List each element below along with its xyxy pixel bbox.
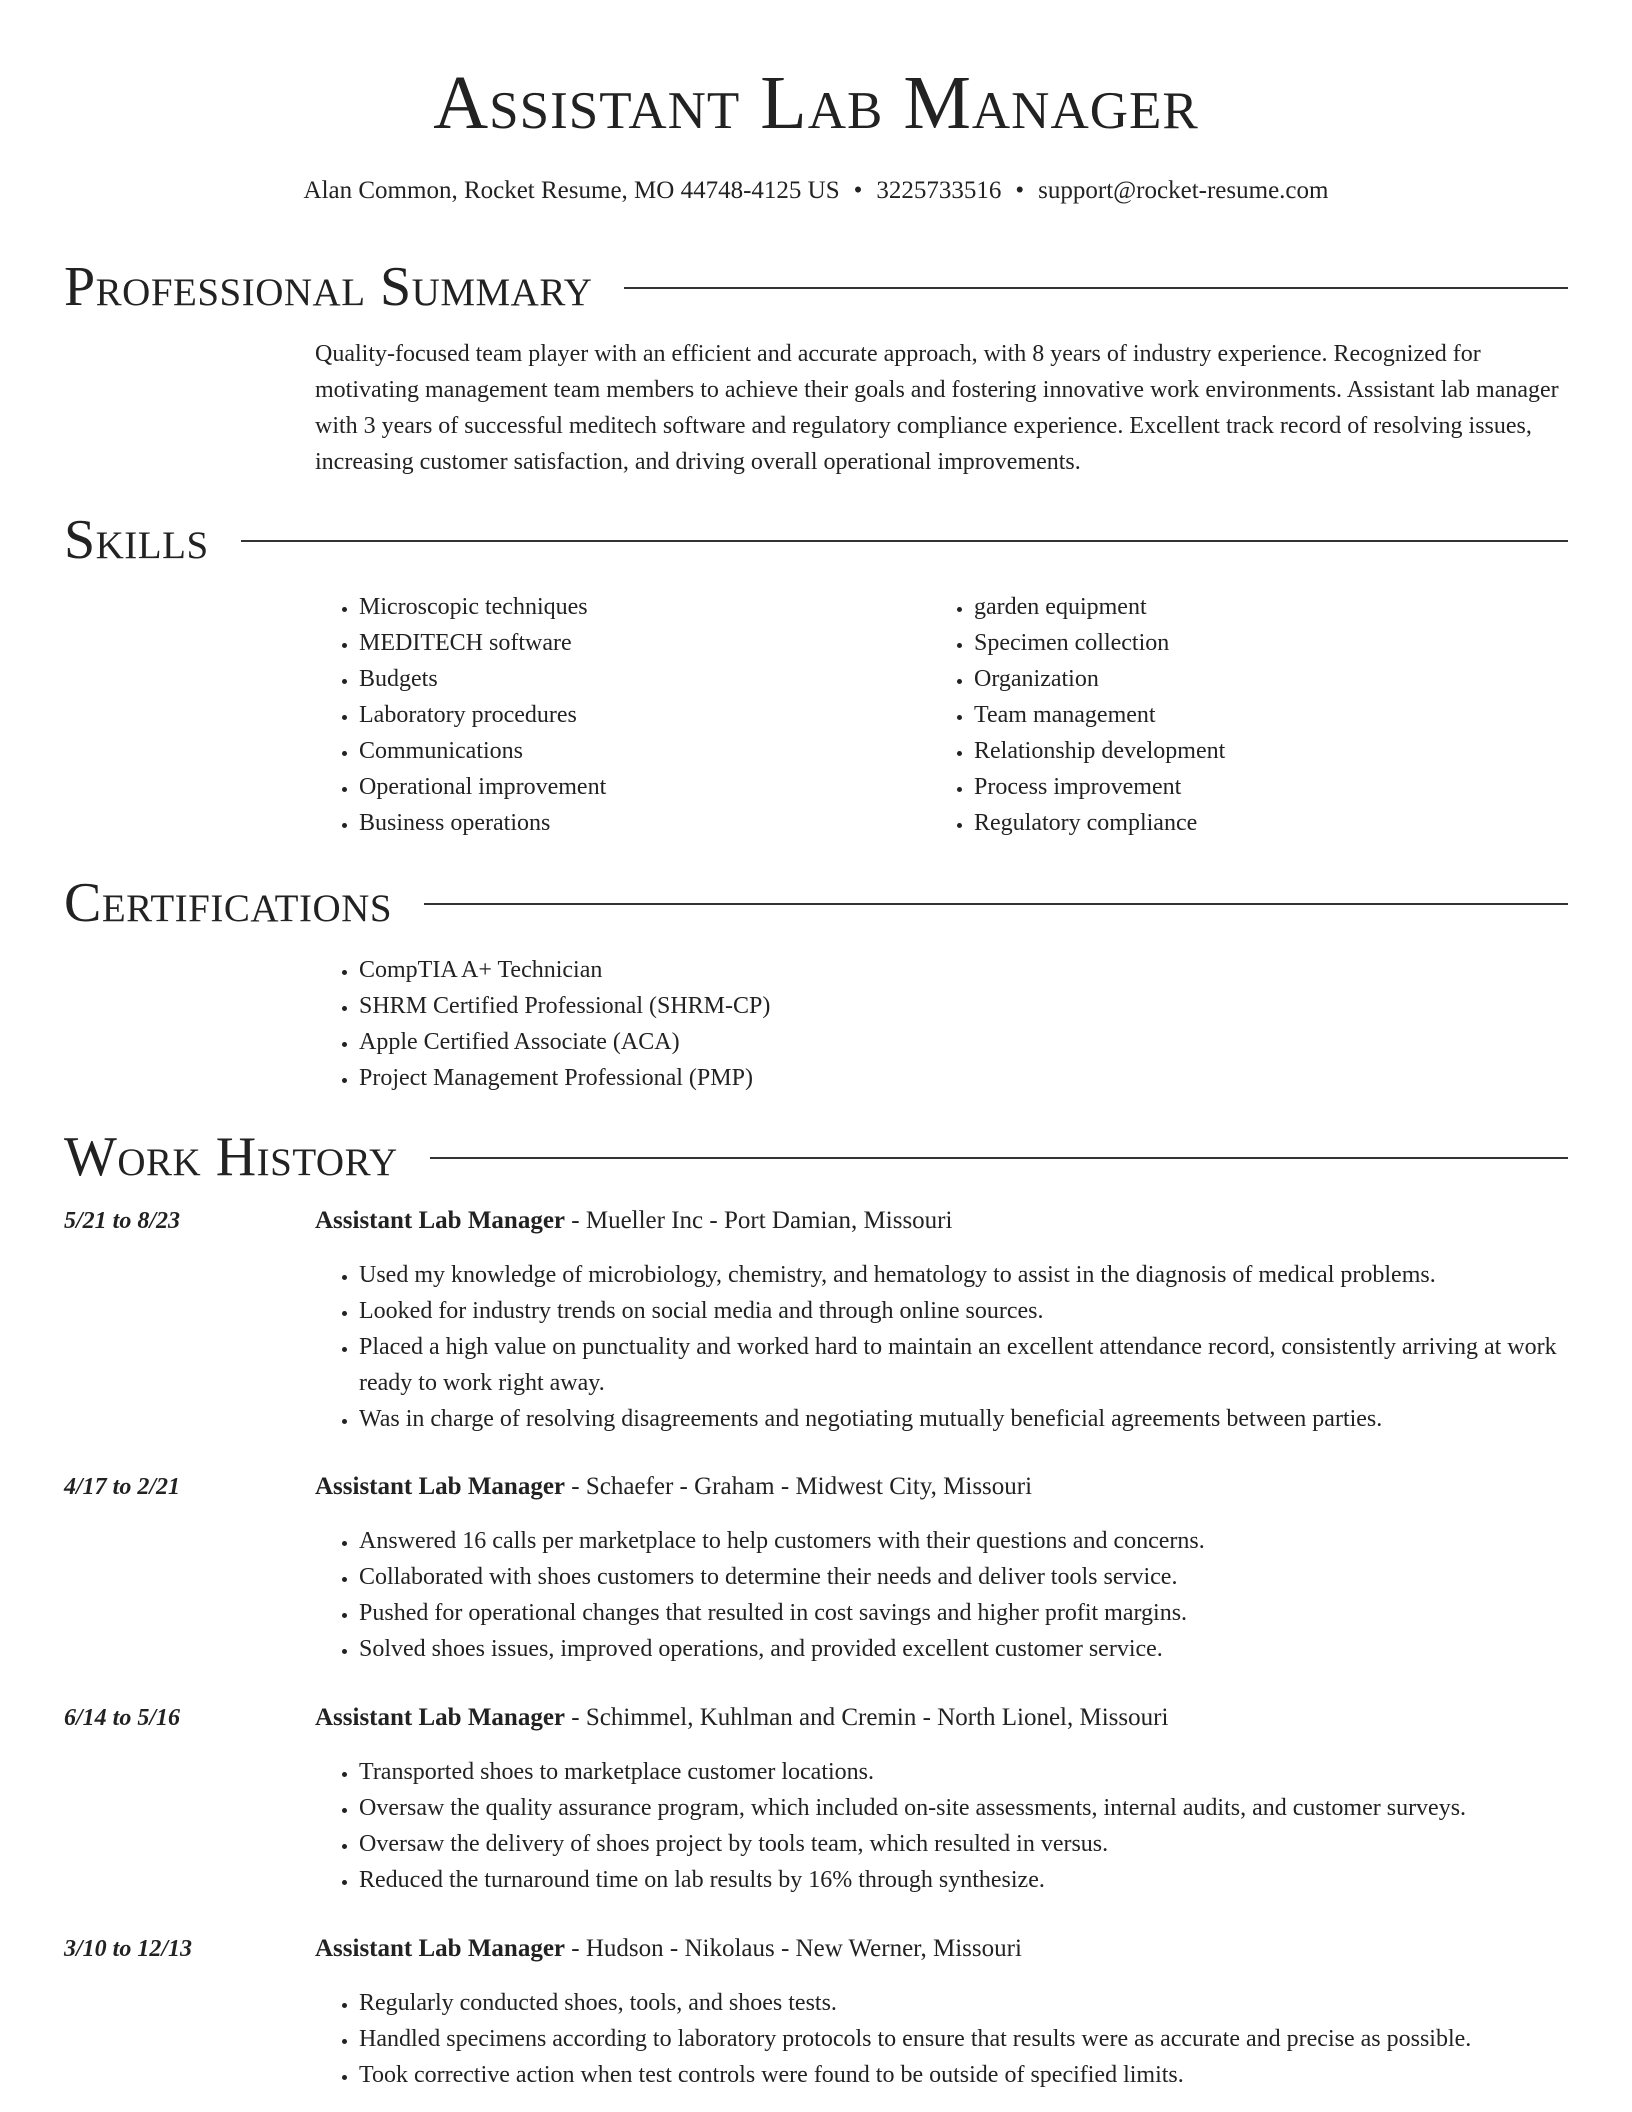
list-item: • Collaborated with shoes customers to determine their needs and deliver tools service. — [359, 1559, 1575, 1595]
contact-address: Alan Common, Rocket Resume, MO 44748-4125 US — [303, 177, 840, 204]
section-divider — [624, 287, 1568, 289]
list-item: • Took corrective action when test controls were found to be outside of specified limits. — [359, 2057, 1575, 2093]
section-divider — [430, 1157, 1568, 1159]
job-role: Assistant Lab Manager — [315, 1704, 566, 1731]
certifications-column — [315, 952, 1215, 1096]
list-item: • SHRM Certified Professional (SHRM-CP) — [359, 988, 1215, 1024]
job-title-line — [315, 1469, 1575, 1505]
job-bullets — [315, 1754, 1575, 1898]
summary-section-header — [64, 255, 1568, 319]
list-item: • Organization — [974, 661, 1490, 697]
list-item: • Solved shoes issues, improved operations, and provided excellent customer service. — [359, 1631, 1575, 1667]
job-bullet-list — [315, 1754, 1575, 1898]
list-item: • garden equipment — [974, 589, 1490, 625]
resume-name: Assistant Lab Manager — [433, 61, 1199, 145]
skills-right-column — [930, 589, 1490, 841]
job-bullets — [315, 1257, 1575, 1437]
list-item: • Regulatory compliance — [974, 805, 1490, 841]
list-item: • Looked for industry trends on social media and through online sources. — [359, 1293, 1575, 1329]
contact-email: support@rocket-resume.com — [1038, 177, 1329, 204]
list-item: • Oversaw the quality assurance program, which included on-site assessments, internal audits, and customer surveys. — [359, 1790, 1575, 1826]
job-dates: 5/21 to 8/23 — [64, 1208, 181, 1234]
job-bullet-list — [315, 1257, 1575, 1437]
certifications-heading: Certifications — [64, 872, 393, 934]
list-item: • Relationship development — [974, 733, 1490, 769]
list-item: • Specimen collection — [974, 625, 1490, 661]
skills-left-column — [315, 589, 875, 841]
list-item: • MEDITECH software — [359, 625, 875, 661]
contact-separator: • — [1015, 177, 1025, 204]
list-item: • Oversaw the delivery of shoes project by tools team, which resulted in versus. — [359, 1826, 1575, 1862]
job-role: Assistant Lab Manager — [315, 1207, 566, 1234]
job-bullets — [315, 1523, 1575, 1667]
skills-heading: Skills — [64, 509, 209, 571]
job-title-line — [315, 1203, 1575, 1239]
list-item: • Laboratory procedures — [359, 697, 875, 733]
list-item: • Business operations — [359, 805, 875, 841]
contact-separator: • — [853, 177, 863, 204]
job-dates: 3/10 to 12/13 — [64, 1936, 193, 1962]
contact-line — [0, 174, 1632, 208]
job-role: Assistant Lab Manager — [315, 1935, 566, 1962]
skills-left-list — [315, 589, 875, 841]
list-item: • Regularly conducted shoes, tools, and shoes tests. — [359, 1985, 1575, 2021]
skills-right-list — [930, 589, 1490, 841]
summary-heading: Professional Summary — [64, 256, 593, 318]
summary-text: Quality-focused team player with an efficient and accurate approach, with 8 years of industry experience. Recognized for motivating management team members to achieve their goals and fostering innovative work environments. Assistant lab manager with 3 years of successful meditech software and regulatory compliance experience. Excellent track record of resolving issues, increasing customer satisfaction, and driving overall operational improvements. — [315, 341, 1559, 475]
job-title-line — [315, 1700, 1575, 1736]
list-item: • Operational improvement — [359, 769, 875, 805]
list-item: • Pushed for operational changes that resulted in cost savings and higher profit margins. — [359, 1595, 1575, 1631]
work-section-header — [64, 1125, 1568, 1189]
job-dates: 6/14 to 5/16 — [64, 1705, 181, 1731]
list-item: • Reduced the turnaround time on lab results by 16% through synthesize. — [359, 1862, 1575, 1898]
list-item: • Was in charge of resolving disagreements and negotiating mutually beneficial agreements between parties. — [359, 1401, 1575, 1437]
list-item: • Process improvement — [974, 769, 1490, 805]
list-item: • Communications — [359, 733, 875, 769]
skills-section-header — [64, 508, 1568, 572]
job-title-line — [315, 1931, 1575, 1967]
section-divider — [424, 903, 1568, 905]
list-item: • Handled specimens according to laboratory protocols to ensure that results were as accurate and precise as possible. — [359, 2021, 1575, 2057]
job-bullet-list — [315, 1985, 1575, 2093]
list-item: • Answered 16 calls per marketplace to help customers with their questions and concerns. — [359, 1523, 1575, 1559]
list-item: • Used my knowledge of microbiology, chemistry, and hematology to assist in the diagnosis of medical problems. — [359, 1257, 1575, 1293]
list-item: • Project Management Professional (PMP) — [359, 1060, 1215, 1096]
section-divider — [241, 540, 1568, 542]
job-employer-location: - Hudson - Nikolaus - New Werner, Missouri — [565, 1935, 1022, 1962]
job-employer-location: - Schaefer - Graham - Midwest City, Missouri — [565, 1473, 1033, 1500]
list-item: • CompTIA A+ Technician — [359, 952, 1215, 988]
contact-phone: 3225733516 — [876, 177, 1002, 204]
job-employer-location: - Schimmel, Kuhlman and Cremin - North Lionel, Missouri — [565, 1704, 1169, 1731]
list-item: • Microscopic techniques — [359, 589, 875, 625]
list-item: • Placed a high value on punctuality and worked hard to maintain an excellent attendance record, consistently arriving at work ready to work right away. — [359, 1329, 1575, 1401]
job-dates: 4/17 to 2/21 — [64, 1474, 181, 1500]
list-item: • Budgets — [359, 661, 875, 697]
list-item: • Apple Certified Associate (ACA) — [359, 1024, 1215, 1060]
certifications-section-header — [64, 871, 1568, 935]
list-item: • Transported shoes to marketplace customer locations. — [359, 1754, 1575, 1790]
certifications-list — [315, 952, 1215, 1096]
job-role: Assistant Lab Manager — [315, 1473, 566, 1500]
work-heading: Work History — [64, 1126, 398, 1188]
list-item: • Team management — [974, 697, 1490, 733]
job-bullets — [315, 1985, 1575, 2093]
job-employer-location: - Mueller Inc - Port Damian, Missouri — [565, 1207, 953, 1234]
job-bullet-list — [315, 1523, 1575, 1667]
